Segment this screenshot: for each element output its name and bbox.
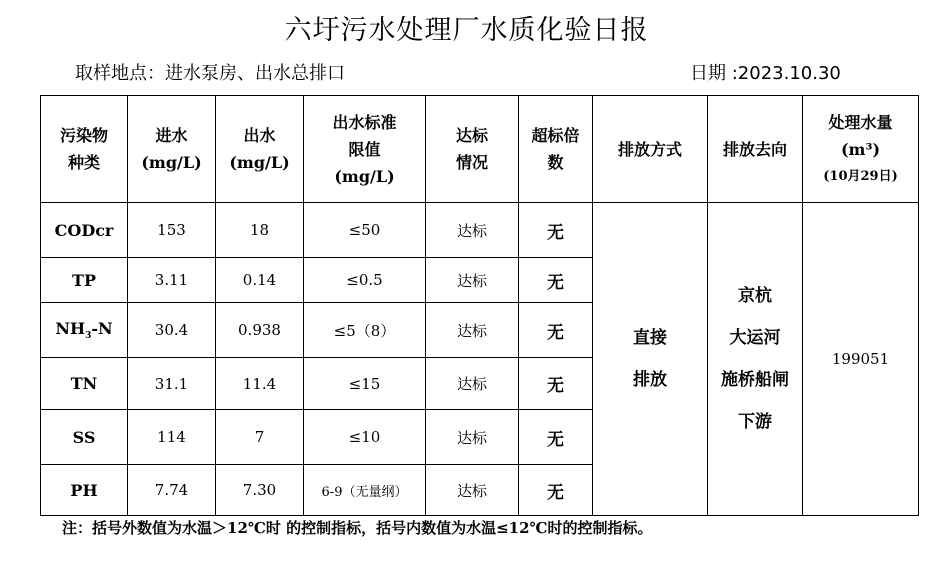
inlet-value: 31.1 (128, 358, 216, 410)
inlet-value: 30.4 (128, 303, 216, 358)
water-quality-table (40, 95, 919, 516)
header-inlet: 进水 (mg/L) (128, 96, 216, 203)
pollutant-name: CODcr (41, 203, 128, 258)
limit-value: ≤10 (304, 410, 426, 465)
outlet-value: 18 (216, 203, 304, 258)
status-value: 达标 (426, 303, 519, 358)
footnote: 注：括号外数值为水温＞12℃时 的控制指标，括号内数值为水温≤12℃时的控制指标。 (62, 519, 653, 537)
report-date: 日期 :2023.10.30 (690, 63, 841, 84)
inlet-value: 7.74 (128, 465, 216, 516)
status-value: 达标 (426, 358, 519, 410)
header-discharge-dest: 排放去向 (708, 96, 803, 203)
volume-value: 199051 (803, 203, 919, 516)
pollutant-name: TP (41, 258, 128, 303)
inlet-value: 3.11 (128, 258, 216, 303)
header-outlet: 出水 (mg/L) (216, 96, 304, 203)
inlet-value: 114 (128, 410, 216, 465)
header-exceed: 超标倍 数 (519, 96, 593, 203)
header-limit: 出水标准 限值 (mg/L) (304, 96, 426, 203)
exceed-value: 无 (519, 465, 593, 516)
inlet-value: 153 (128, 203, 216, 258)
outlet-value: 7.30 (216, 465, 304, 516)
status-value: 达标 (426, 465, 519, 516)
pollutant-name: PH (41, 465, 128, 516)
limit-value: ≤0.5 (304, 258, 426, 303)
limit-value: ≤50 (304, 203, 426, 258)
exceed-value: 无 (519, 303, 593, 358)
discharge-method-cell: 直接 排放 (593, 203, 708, 516)
table-header-row (41, 96, 919, 203)
exceed-value: 无 (519, 258, 593, 303)
pollutant-name: SS (41, 410, 128, 465)
header-status: 达标 情况 (426, 96, 519, 203)
outlet-value: 0.14 (216, 258, 304, 303)
status-value: 达标 (426, 258, 519, 303)
outlet-value: 0.938 (216, 303, 304, 358)
report-title: 六圩污水处理厂水质化验日报 (284, 15, 649, 46)
exceed-value: 无 (519, 410, 593, 465)
exceed-value: 无 (519, 358, 593, 410)
header-discharge-method: 排放方式 (593, 96, 708, 203)
table-row (41, 203, 919, 258)
outlet-value: 11.4 (216, 358, 304, 410)
exceed-value: 无 (519, 203, 593, 258)
discharge-dest-cell: 京杭 大运河 施桥船闸 下游 (708, 203, 803, 516)
limit-value: ≤15 (304, 358, 426, 410)
header-pollutant: 污染物 种类 (41, 96, 128, 203)
limit-value: 6-9（无量纲） (304, 465, 426, 516)
status-value: 达标 (426, 203, 519, 258)
limit-value: ≤5（8） (304, 303, 426, 358)
pollutant-name: $NH_3-N$ (41, 303, 128, 358)
status-value: 达标 (426, 410, 519, 465)
pollutant-name: TN (41, 358, 128, 410)
sampling-location: 取样地点：进水泵房、出水总排口 (75, 63, 345, 84)
outlet-value: 7 (216, 410, 304, 465)
header-volume: 处理水量 (m³) (10月29日) (803, 96, 919, 203)
